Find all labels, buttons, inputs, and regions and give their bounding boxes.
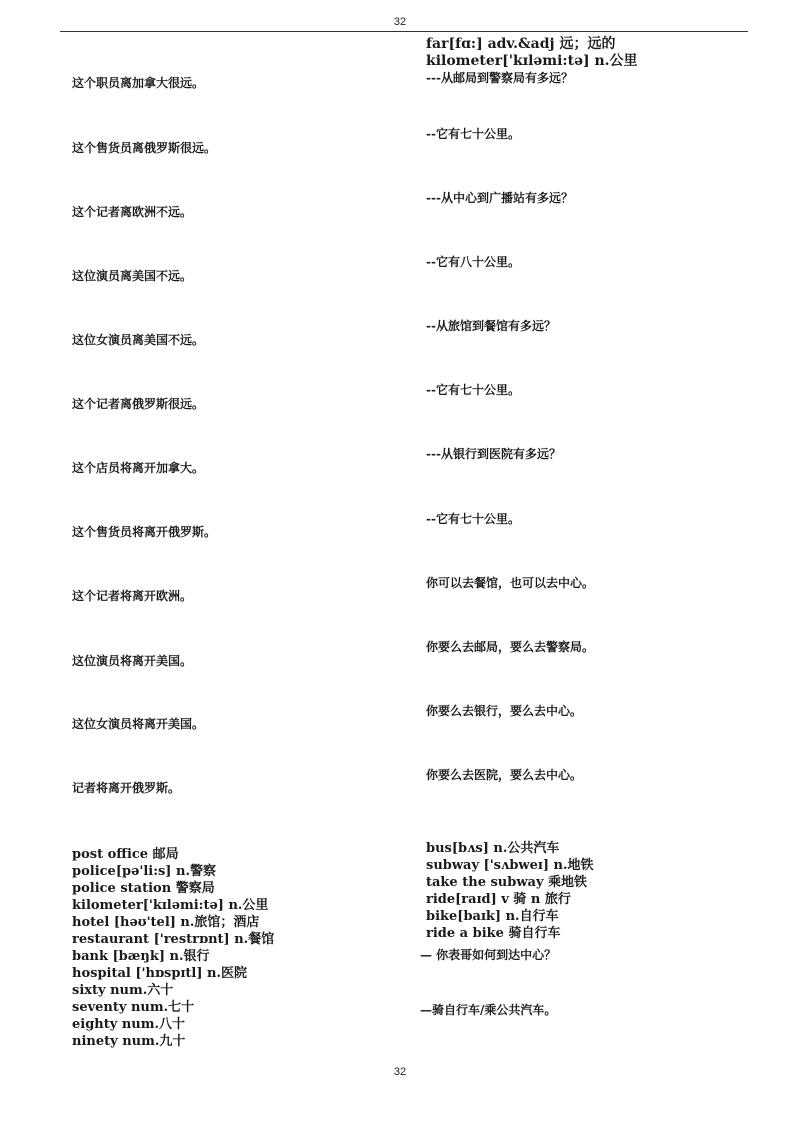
right-sentence-11: 你要么去银行，要么去中心。: [426, 704, 583, 718]
left-vocab-5: hotel [həʊ'tel] n.旅馆；酒店: [72, 915, 260, 930]
left-sentence-11: 这位女演员将离开美国。: [72, 717, 205, 731]
right-sentence-7: ---从银行到医院有多远？: [426, 447, 561, 461]
left-sentence-1: 这个职员离加拿大很远。: [72, 76, 205, 90]
left-vocab-4: kilometer['kɪləmi:tə] n.公里: [72, 898, 269, 913]
left-sentence-7: 这个店员将离开加拿大。: [72, 461, 205, 475]
right-header-vocab-1: far[fɑ:] adv.&adj 远；远的: [426, 36, 616, 52]
left-vocab-6: restaurant ['restrɒnt] n.餐馆: [72, 932, 275, 947]
right-dialogue-answer: —骑自行车/乘公共汽车。: [420, 1003, 557, 1017]
right-vocab-2: subway ['sʌbweɪ] n.地铁: [426, 858, 594, 873]
right-sentence-10: 你要么去邮局，要么去警察局。: [426, 640, 595, 654]
left-sentence-6: 这个记者离俄罗斯很远。: [72, 397, 205, 411]
right-sentence-9: 你可以去餐馆，也可以去中心。: [426, 576, 595, 590]
right-header-vocab-2: kilometer['kɪləmi:tə] n.公里: [426, 53, 638, 69]
left-sentence-9: 这个记者将离开欧洲。: [72, 589, 193, 603]
right-sentence-12: 你要么去医院，要么去中心。: [426, 768, 583, 782]
left-sentence-10: 这位演员将离开美国。: [72, 654, 193, 668]
right-sentence-4: --它有八十公里。: [426, 255, 520, 269]
right-vocab-6: ride a bike 骑自行车: [426, 926, 561, 941]
right-sentence-8: --它有七十公里。: [426, 512, 520, 526]
left-sentence-4: 这位演员离美国不远。: [72, 269, 193, 283]
left-vocab-8: hospital ['hɒspɪtl] n.医院: [72, 966, 247, 981]
left-vocab-10: seventy num.七十: [72, 1000, 195, 1015]
left-vocab-3: police station 警察局: [72, 881, 215, 896]
left-sentence-8: 这个售货员将离开俄罗斯。: [72, 525, 217, 539]
left-vocab-11: eighty num.八十: [72, 1017, 186, 1032]
right-sentence-6: --它有七十公里。: [426, 383, 520, 397]
left-vocab-2: police[pə'li:s] n.警察: [72, 864, 216, 879]
right-sentence-5: --从旅馆到餐馆有多远？: [426, 319, 556, 333]
left-vocab-7: bank [bæŋk] n.银行: [72, 949, 210, 964]
right-vocab-3: take the subway 乘地铁: [426, 875, 588, 890]
right-vocab-5: bike[baɪk] n.自行车: [426, 909, 559, 924]
right-sentence-2: --它有七十公里。: [426, 127, 520, 141]
right-sentence-3: ---从中心到广播站有多远？: [426, 191, 573, 205]
left-vocab-9: sixty num.六十: [72, 983, 174, 998]
left-sentence-3: 这个记者离欧洲不远。: [72, 205, 193, 219]
right-vocab-4: ride[raɪd] v 骑 n 旅行: [426, 892, 571, 907]
right-dialogue-question: — 你表哥如何到达中心？: [420, 948, 557, 962]
left-vocab-1: post office 邮局: [72, 847, 179, 862]
right-vocab-1: bus[bʌs] n.公共汽车: [426, 841, 560, 856]
left-sentence-5: 这位女演员离美国不远。: [72, 333, 205, 347]
left-sentence-2: 这个售货员离俄罗斯很远。: [72, 141, 217, 155]
page-number-bottom: 32: [393, 1066, 407, 1078]
header-rule: [60, 31, 748, 32]
right-sentence-1: ---从邮局到警察局有多远？: [426, 71, 573, 85]
left-vocab-12: ninety num.九十: [72, 1034, 186, 1049]
left-sentence-12: 记者将离开俄罗斯。: [72, 781, 181, 795]
page-number-top: 32: [393, 16, 407, 28]
